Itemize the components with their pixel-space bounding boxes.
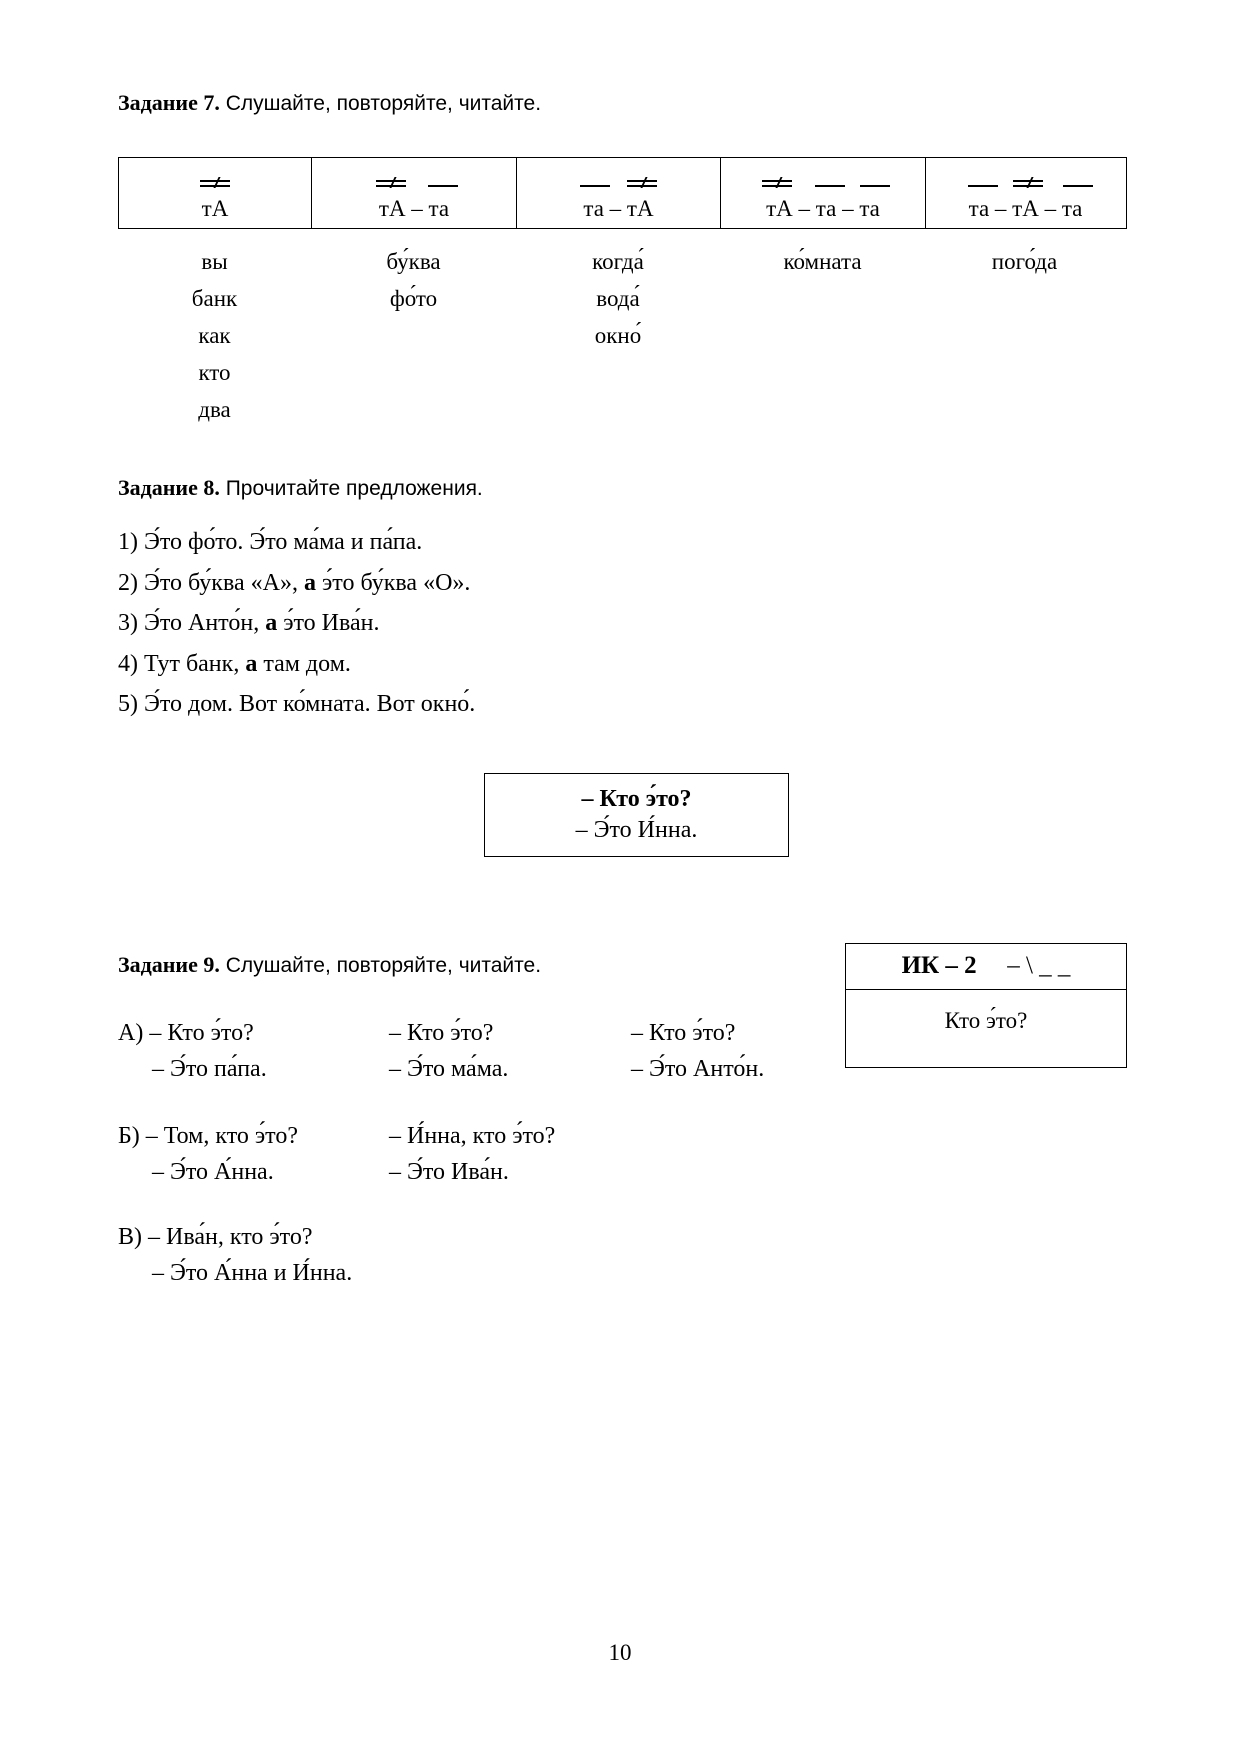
stress-pattern [721, 166, 925, 188]
task-7-label: Задание 7. [118, 90, 220, 115]
sentence [118, 603, 475, 644]
task-8-text: Прочитайте предложения. [225, 477, 483, 500]
word: пого́да [991, 249, 1058, 274]
sentence-text: 1) Э́то фо́то. Э́то ма́ма и па́па. [118, 529, 423, 555]
dialog-line: – Э́то ма́ма. [389, 1056, 509, 1082]
dialog-line: – Э́то па́па. [152, 1056, 267, 1082]
dialog-a-col-2 [389, 1015, 508, 1087]
dialog-a-col-1 [118, 1015, 267, 1087]
dialog-line: – И́нна, кто э́то? [389, 1123, 556, 1149]
word: вода́ [596, 286, 640, 311]
word-column-3 [516, 243, 720, 354]
intonation-title: ИК – 2 [901, 952, 977, 979]
word: когда́ [592, 249, 644, 274]
sentence-bold: а [245, 650, 258, 677]
word: ко́мната [783, 249, 862, 274]
dialog-line: – Кто э́то? [389, 1020, 494, 1046]
dialog-answer: – Э́то И́нна. [575, 817, 698, 843]
dialog-line: – Э́то Анто́н. [631, 1056, 765, 1082]
word: фо́то [389, 286, 438, 311]
sentence-text: 5) Э́то дом. Вот ко́мната. Вот окно́. [118, 691, 476, 717]
syllable-pattern: та – тА [583, 196, 654, 221]
word: банк [191, 286, 238, 311]
rhythm-cell-2 [312, 158, 517, 228]
word: два [198, 397, 231, 422]
dialog-line: В) – Ива́н, кто э́то? [118, 1224, 313, 1250]
sentence-list [118, 522, 475, 725]
dialog-box [484, 773, 789, 857]
syllable-pattern: та – тА – та [968, 196, 1083, 221]
sentence-text: 2) Э́то бу́ква «А», [118, 569, 304, 596]
word-column-5 [925, 243, 1124, 280]
dialog-line: – Э́то А́нна и И́нна. [152, 1260, 353, 1286]
dialog-question: – Кто э́то? [581, 786, 692, 812]
intonation-box [845, 943, 1127, 1068]
word: кто [198, 360, 231, 385]
task-9-text: Слушайте, повторяйте, читайте. [225, 954, 542, 977]
syllable-pattern: тА – та – та [766, 196, 880, 221]
dialog-line: А) – Кто э́то? [118, 1020, 254, 1046]
dialog-line: – Э́то Ива́н. [389, 1159, 509, 1185]
intonation-header [846, 944, 1126, 990]
rhythm-cell-5 [926, 158, 1125, 228]
task-9-title [118, 952, 541, 978]
stress-pattern [926, 166, 1125, 188]
task-7-title [118, 90, 541, 116]
sentence-text: э́то Ива́н. [277, 610, 380, 636]
stress-pattern [517, 166, 720, 188]
task-8-label: Задание 8. [118, 475, 220, 500]
intonation-contour: – \ _ _ [1007, 952, 1071, 979]
stress-pattern [312, 166, 516, 188]
rhythm-table [118, 157, 1127, 229]
word: бу́ква [386, 249, 441, 274]
stress-pattern [119, 166, 311, 188]
sentence-text: 4) Тут банк, [118, 650, 246, 677]
sentence [118, 563, 475, 604]
sentence-text: 3) Э́то Анто́н, [118, 610, 266, 636]
word: окно́ [594, 323, 642, 348]
dialog-v-col-1 [118, 1219, 352, 1291]
syllable-pattern: тА [201, 196, 229, 221]
sentence [118, 684, 475, 725]
sentence [118, 522, 475, 563]
word: как [198, 323, 231, 348]
page-number: 10 [608, 1640, 632, 1665]
intonation-example: Кто э́то? [944, 1008, 1028, 1033]
sentence [118, 644, 475, 685]
word: вы [201, 249, 228, 274]
dialog-b-col-2 [389, 1118, 555, 1190]
dialog-b-col-1 [118, 1118, 298, 1190]
syllable-pattern: тА – та [378, 196, 450, 221]
dialog-line: – Э́то А́нна. [152, 1159, 274, 1185]
sentence-bold: а [303, 569, 316, 596]
dialog-line: – Кто э́то? [631, 1020, 736, 1046]
task-8-title [118, 475, 483, 501]
dialog-line: Б) – Том, кто э́то? [118, 1123, 298, 1149]
rhythm-cell-4 [721, 158, 926, 228]
dialog-a-col-3 [631, 1015, 764, 1087]
sentence-text: э́то бу́ква «О». [315, 569, 471, 596]
rhythm-cell-1 [119, 158, 312, 228]
task-9-label: Задание 9. [118, 952, 220, 977]
word-column-2 [311, 243, 516, 317]
task-7-text: Слушайте, повторяйте, читайте. [225, 92, 542, 115]
word-column-4 [720, 243, 925, 280]
rhythm-cell-3 [517, 158, 721, 228]
sentence-text: там дом. [257, 650, 351, 677]
word-column-1 [118, 243, 311, 428]
sentence-bold: а [265, 610, 278, 636]
